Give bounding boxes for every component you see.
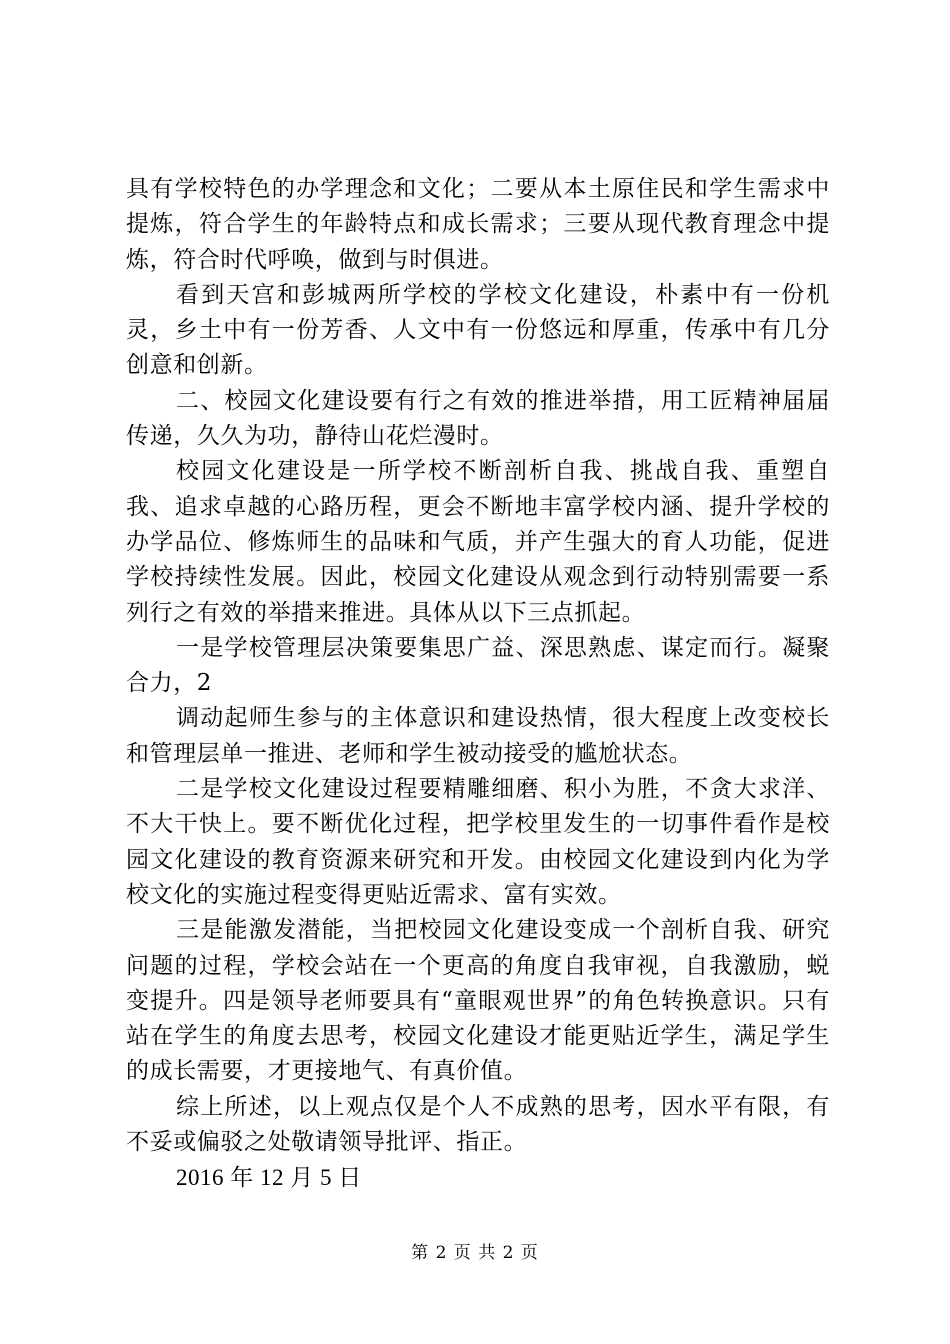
paragraph-point-one: 一是学校管理层决策要集思广益、深思熟虑、谋定而行。凝聚合力，2 (126, 634, 830, 697)
paragraph-conclusion: 综上所述，以上观点仅是个人不成熟的思考，因水平有限，有不妥或偏驳之处敬请领导批评、指正。 (126, 1093, 830, 1156)
page-footer: 第 2 页 共 2 页 (411, 1243, 539, 1263)
paragraph-mobilize: 调动起师生参与的主体意识和建设热情，很大程度上改变校长和管理层单一推进、老师和学生被动接受的尴尬状态。 (126, 705, 830, 767)
section-heading-two: 二、校园文化建设要有行之有效的推进举措，用工匠精神届届传递，久久为功，静待山花烂漫时。 (126, 387, 830, 450)
document-date: 2016 年 12 月 5 日 (176, 1165, 362, 1191)
paragraph-schools-culture: 看到天宫和彭城两所学校的学校文化建设，朴素中有一份机灵，乡土中有一份芳香、人文中有一份悠远和厚重，传承中有几分创意和创新。 (126, 281, 830, 379)
document-body (126, 172, 830, 1196)
paragraph-point-three: 三是能激发潜能，当把校园文化建设变成一个剖析自我、研究问题的过程，学校会站在一个更高的角度自我审视，自我激励，蜕变提升。四是领导老师要具有“童眼观世界”的角色转换意识。只有站在学生的角度去思考，校园文化建设才能更贴近学生，满足学生的成长需要，才更接地气、有真价值。 (126, 917, 830, 1085)
paragraph-point-two: 二是学校文化建设过程要精雕细磨、积小为胜，不贪大求洋、不大干快上。要不断优化过程，把学校里发生的一切事件看作是校园文化建设的教育资源来研究和开发。由校园文化建设到内化为学校文化的实施过程变得更贴近需求、富有实效。 (126, 776, 830, 908)
paragraph-culture-building: 校园文化建设是一所学校不断剖析自我、挑战自我、重塑自我、追求卓越的心路历程，更会不断地丰富学校内涵、提升学校的办学品位、修炼师生的品味和气质，并产生强大的育人功能，促进学校持续性发展。因此，校园文化建设从观念到行动特别需要一系列行之有效的举措来推进。具体从以下三点抓起。 (126, 458, 830, 626)
paragraph-continuation: 具有学校特色的办学理念和文化；二要从本土原住民和学生需求中提炼，符合学生的年龄特点和成长需求；三要从现代教育理念中提炼，符合时代呼唤，做到与时俱进。 (126, 176, 830, 273)
